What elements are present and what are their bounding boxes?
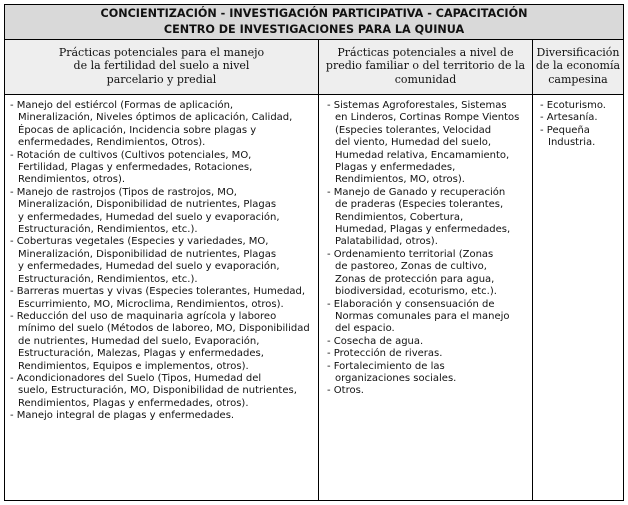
list-item-line: - Pequeña <box>540 124 590 136</box>
header-line: campesina <box>548 72 608 86</box>
header-line: predio familiar o del territorio de la <box>325 59 526 73</box>
list-item-line: de pastoreo, Zonas de cultivo, <box>335 261 487 273</box>
column-header <box>5 40 318 95</box>
list-item-line: enfermedades, Rendimientos, Otros). <box>18 137 206 149</box>
list-item-line: suelo, Estructuración, MO, Disponibilidad de nutrientes, <box>18 385 297 397</box>
banner-title-line-2: CENTRO DE INVESTIGACIONES PARA LA QUINUA <box>163 23 465 36</box>
column-soil-fertility <box>5 40 319 500</box>
list-item-line: del viento, Humedad del suelo, <box>335 137 492 149</box>
list-item-line: - Elaboración y consensuación de <box>327 298 495 310</box>
list-item-line: y enfermedades, Humedad del suelo y evaporación, <box>18 261 280 273</box>
header-line: parcelario y predial <box>106 72 217 86</box>
list-item <box>319 187 532 249</box>
list-item-line: mínimo del suelo (Métodos de laboreo, MO, Disponibilidad <box>18 323 310 335</box>
list-item-line: Normas comunales para el manejo <box>335 310 510 322</box>
list-item <box>533 125 623 150</box>
list-item-line: - Barreras muertas y vivas (Especies tolerantes, Humedad, <box>10 286 306 298</box>
header-line: de la fertilidad del suelo a nivel <box>73 59 250 73</box>
list-item-line: - Manejo de Ganado y recuperación <box>327 186 506 198</box>
list-item-line: Rendimientos, Cobertura, <box>335 211 464 223</box>
table-banner <box>5 5 623 40</box>
list-item <box>5 150 318 187</box>
list-item-line: Humedad, Plagas y enfermedades, <box>335 224 511 236</box>
list-item-line: Mineralización, Disponibilidad de nutrientes, Plagas <box>18 199 277 211</box>
list-item-line: de nutrientes, Humedad del suelo, Evaporación, <box>18 335 260 347</box>
list-item-line: - Artesanía. <box>540 112 598 124</box>
column-header <box>533 40 623 95</box>
list-item-line: organizaciones sociales. <box>335 372 457 384</box>
list-item-line: Palatabilidad, otros). <box>335 236 438 248</box>
list-item <box>5 236 318 286</box>
list-item <box>319 336 532 348</box>
list-item-line: Estructuración, Rendimientos, etc.). <box>18 273 198 285</box>
list-item-line: Épocas de aplicación, Incidencia sobre plagas y <box>18 124 257 136</box>
list-item-line: en Linderos, Cortinas Rompe Vientos <box>335 112 520 124</box>
list-item-line: - Otros. <box>327 385 364 397</box>
list-item <box>319 299 532 336</box>
list-item-line: Zonas de protección para agua, <box>335 273 495 285</box>
list-item <box>319 348 532 360</box>
list-item <box>319 361 532 386</box>
list-item-line: - Rotación de cultivos (Cultivos potenciales, MO, <box>10 149 252 161</box>
list-item <box>533 100 623 112</box>
list-item-line: biodiversidad, ecoturismo, etc.). <box>335 286 497 298</box>
list-item <box>5 286 318 311</box>
header-line: de la economía <box>535 59 621 73</box>
list-item-line: - Protección de riveras. <box>327 348 443 360</box>
list-item-line: Fertilidad, Plagas y enfermedades, Rotaciones, <box>18 162 253 174</box>
banner-title-line-1: CONCIENTIZACIÓN - INVESTIGACIÓN PARTICIPATIVA - CAPACITACIÓN <box>100 7 528 20</box>
header-line: Diversificación <box>536 46 620 59</box>
list-item-line: Mineralización, Niveles óptimos de aplicación, Calidad, <box>18 112 293 124</box>
list-item-line: del espacio. <box>335 323 395 335</box>
column-territory <box>319 40 533 500</box>
list-item <box>5 311 318 373</box>
list-item-line: - Manejo integral de plagas y enfermedades. <box>10 410 235 422</box>
list-item-line: - Manejo de rastrojos (Tipos de rastrojos, MO, <box>10 186 237 198</box>
list-item-line: - Reducción del uso de maquinaria agrícola y laboreo <box>10 310 277 322</box>
list-item-line: Plagas y enfermedades, <box>335 162 456 174</box>
list-item-line: Rendimientos, MO, otros). <box>335 174 465 186</box>
list-item-line: de praderas (Especies tolerantes, <box>335 199 504 211</box>
list-item-line: Rendimientos, otros). <box>18 174 126 186</box>
list-item-line: Estructuración, Rendimientos, etc.). <box>18 224 198 236</box>
list-item-line: - Manejo del estiércol (Formas de aplicación, <box>10 100 234 111</box>
list-item-line: - Coberturas vegetales (Especies y variedades, MO, <box>10 236 269 248</box>
header-line: comunidad <box>394 72 457 86</box>
list-item <box>319 100 532 187</box>
practices-table <box>4 4 624 501</box>
column-diversification <box>533 40 623 500</box>
list-item-line: - Ordenamiento territorial (Zonas <box>327 248 494 260</box>
header-line: Prácticas potenciales para el manejo <box>58 46 265 59</box>
list-item-line: Escurrimiento, MO, Microclima, Rendimientos, otros). <box>18 298 284 310</box>
column-body <box>5 95 318 423</box>
list-item <box>319 249 532 299</box>
list-item-line: - Acondicionadores del Suelo (Tipos, Humedad del <box>10 372 262 384</box>
column-body <box>319 95 532 398</box>
list-item-line: - Ecoturismo. <box>540 100 606 111</box>
list-item-line: - Sistemas Agroforestales, Sistemas <box>327 100 507 111</box>
column-body <box>533 95 623 150</box>
list-item <box>5 187 318 237</box>
list-item-line: Humedad relativa, Encamamiento, <box>335 149 510 161</box>
list-item-line: (Especies tolerantes, Velocidad <box>335 124 492 136</box>
list-item <box>319 385 532 397</box>
list-item-line: Estructuración, Malezas, Plagas y enfermedades, <box>18 348 264 360</box>
header-line: Prácticas potenciales a nivel de <box>337 46 514 59</box>
list-item-line: Industria. <box>548 137 596 149</box>
list-item-line: - Cosecha de agua. <box>327 335 424 347</box>
list-item <box>533 112 623 124</box>
list-item-line: - Fortalecimiento de las <box>327 360 445 372</box>
list-item-line: y enfermedades, Humedad del suelo y evaporación, <box>18 211 280 223</box>
list-item-line: Mineralización, Disponibilidad de nutrientes, Plagas <box>18 248 277 260</box>
list-item-line: Rendimientos, Plagas y enfermedades, otros). <box>18 397 249 409</box>
list-item <box>5 100 318 150</box>
list-item <box>5 373 318 410</box>
list-item-line: Rendimientos, Equipos e implementos, otros). <box>18 360 249 372</box>
column-header <box>319 40 532 95</box>
list-item <box>5 410 318 422</box>
